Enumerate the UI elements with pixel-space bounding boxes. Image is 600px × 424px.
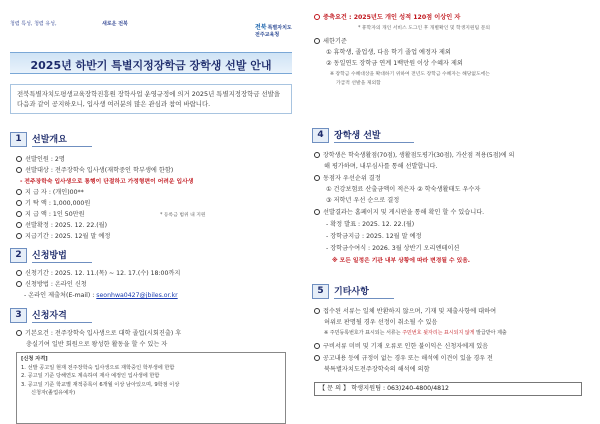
page-title: 2025년 하반기 특별지정장학금 장학생 선발 안내 — [30, 59, 272, 72]
selection-criteria-cont: 해 평가하며, 내부심사를 통해 선발합니다. — [324, 163, 438, 170]
result-heading: 선발결과는 홈페이지 및 게시판을 통해 확인 할 수 있습니다. — [314, 207, 484, 216]
section-number: 3 — [10, 308, 27, 323]
selection-criteria: 장학생은 학숙생활점(70점), 생활점도평가(30점), 가산점 적용(5점)에 의 — [314, 150, 514, 159]
eligibility-item: 신청자(졸업유예자) — [31, 390, 76, 396]
apply-period: 신청기간 : 2025. 12. 11.(목) ~ 12. 17.(수) 18:00까지 — [16, 268, 180, 277]
section-eligibility-heading — [10, 308, 92, 323]
organization-logo — [255, 22, 292, 38]
eligibility-item: 1. 선발 공고일 현재 전주장학숙 입사생으로 재학중인 학부생에 한함 — [21, 364, 175, 371]
logo-mark: 전북 — [255, 24, 267, 31]
slogan-right: 새로운 전북 — [102, 21, 128, 27]
eligibility-basic: 기본요건 : 전주장학숙 입사생으로 대학 졸업(시회진출) 후 — [16, 328, 181, 337]
misc-item: 공고내용 등에 규정이 없는 경우 또는 해석에 이견이 있을 경우 전 — [314, 353, 493, 362]
result-item: - 장학금지급 : 2025. 12월 말 예정 — [326, 233, 422, 240]
exclude-item: ① 휴학생, 졸업생, 다음 학기 졸업 예정자 제외 — [326, 49, 451, 56]
misc-item: 구비서류 미비 및 기재 오류로 인한 불이익은 신청자에게 있음 — [314, 341, 488, 350]
misc-note: ※ 주민등록번호가 표시되는 서류는 주민번호 뒷자리는 표시되지 않게 발급받아 제출 — [324, 330, 507, 336]
bullet-icon — [16, 270, 22, 276]
eligibility-box — [16, 352, 286, 424]
email-link[interactable]: seonhwa0427@jbiles.or.kr — [96, 292, 178, 299]
overview-target-note: - 전주장학숙 입사생으로 통행이 단절하고 가정형편이 어려운 입사생 — [20, 179, 194, 185]
bullet-icon — [16, 167, 22, 173]
logo-text: 특별자치도전주교육청 — [255, 25, 292, 38]
section-title: 선발개요 — [32, 132, 92, 147]
apply-method: 신청방법 : 온라인 신청 — [16, 279, 87, 288]
intro-text: 전북특별자치도평생교육장학진흥원 장학사업 운영규정에 의거 2025년 특별지정장학금 선발을 다음과 같이 공지하오니, 입사생 여러분의 많은 관심과 참여 바랍니다. — [10, 84, 292, 114]
section-selection-heading — [312, 128, 414, 143]
exclude-note-cont: 가급적 선발을 제외함 — [336, 81, 381, 86]
misc-item: 접수된 서류는 일체 반환하지 않으며, 기재 및 제출사항에 대하여 — [314, 306, 496, 315]
section-title: 기타사항 — [334, 284, 394, 299]
exclude-item: ② 동일연도 장학금 연계 1백만원 이상 수혜자 제외 — [326, 60, 463, 67]
bullet-icon — [314, 308, 320, 314]
result-item: - 장학금수여식 : 2026. 3월 상반기 오리엔테이션 — [326, 245, 460, 252]
misc-item-cont: 북특별자치도전주장학숙의 해석에 의함 — [324, 366, 430, 373]
bullet-icon — [314, 38, 320, 44]
bullet-icon — [16, 189, 22, 195]
overview-item: 선발확정 : 2025. 12. 22.(월) — [16, 220, 107, 229]
bullet-icon — [16, 233, 22, 239]
tie-item: ① 건강보험료 산출금액이 적은자 ② 학숙생활태도 우수자 — [326, 186, 481, 193]
misc-item-cont: 허위로 판명될 경우 선정이 취소될 수 있음 — [324, 319, 438, 326]
bullet-icon — [314, 152, 320, 158]
slogan — [10, 8, 292, 27]
eligibility-item: 3. 공고일 기준 학교별 재적증록이 6개월 이상 남아있으며, 9학점 이상 — [21, 381, 180, 388]
important-note: * 휴학자의 개인 서비스 도그인 후 개별확인 및 학생지원팀 문의 — [358, 26, 490, 31]
eligibility-basic-cont: 충실기여 일반 회원으로 왕성한 활동을 할 수 있는 자 — [26, 341, 168, 348]
overview-item: 기 탁 액 : 1,000,000원 — [16, 198, 90, 207]
bullet-icon — [314, 343, 320, 349]
overview-item: 지 급 자 : (개인)00** — [16, 187, 84, 196]
bullet-icon — [16, 156, 22, 162]
bullet-icon — [314, 175, 320, 181]
section-number: 5 — [312, 284, 329, 299]
bullet-icon — [314, 209, 320, 215]
bullet-icon — [314, 355, 320, 361]
section-overview-heading — [10, 132, 92, 147]
bullet-icon — [16, 200, 22, 206]
overview-item: 선발대상 : 전주장학숙 입사생(재학중인 학부생에 한함) — [16, 165, 173, 174]
section-title: 장학생 선발 — [334, 128, 414, 143]
result-item: - 확정 발표 : 2025. 12. 22.(월) — [326, 221, 415, 228]
overview-item: 지급기간 : 2025. 12월 말 예정 — [16, 231, 110, 240]
tie-item: ③ 저학년 우선 순으로 결정 — [326, 197, 400, 204]
eligibility-item: 2. 공고일 기준 당해연도 계속하여 재사 예정인 입사생에 한함 — [21, 373, 160, 379]
section-number: 1 — [10, 132, 27, 147]
section-misc-heading — [312, 284, 394, 299]
exclude-note: ※ 장학금 수혜대상을 확대하기 위하여 전년도 장학금 수혜자는 해당없도에는 — [330, 72, 490, 77]
important-requirement: 중축요건 : 2025년도 개인 성적 120점 이상인 자 — [314, 12, 460, 21]
section-number: 2 — [10, 248, 27, 263]
contact-box: 【 문 의 】 학생지원팀 : 063)240-4800/4812 — [314, 382, 582, 396]
bullet-icon — [16, 211, 22, 217]
eligibility-box-title: [신청 자격] — [21, 356, 48, 362]
section-title: 신청방법 — [32, 248, 92, 263]
apply-submit: - 온라인 제출처(E-mail) : seonhwa0427@jbiles.or.kr — [24, 292, 178, 299]
title-bar — [10, 52, 292, 74]
result-note: ※ 모든 일정은 기관 내부 상황에 따라 변경될 수 있음. — [332, 258, 470, 264]
bullet-icon — [16, 330, 22, 336]
exclude-heading: 세한기준 — [314, 36, 347, 45]
bullet-icon — [16, 222, 22, 228]
overview-item: 선발인원 : 2명 — [16, 154, 65, 163]
bullet-icon — [314, 14, 320, 20]
left-column — [10, 8, 292, 396]
tie-heading: 동점자 우선순위 결정 — [314, 173, 381, 182]
section-number: 4 — [312, 128, 329, 143]
overview-item: 지 급 액 : 1인 50만원 — [16, 209, 85, 218]
section-apply-heading — [10, 248, 92, 263]
slogan-left: 청렴 특성, 청렴 유성, — [10, 21, 57, 27]
overview-per-note: * 등록금 범위 내 지원 — [160, 213, 206, 218]
bullet-icon — [16, 281, 22, 287]
section-title: 신청자격 — [32, 308, 92, 323]
